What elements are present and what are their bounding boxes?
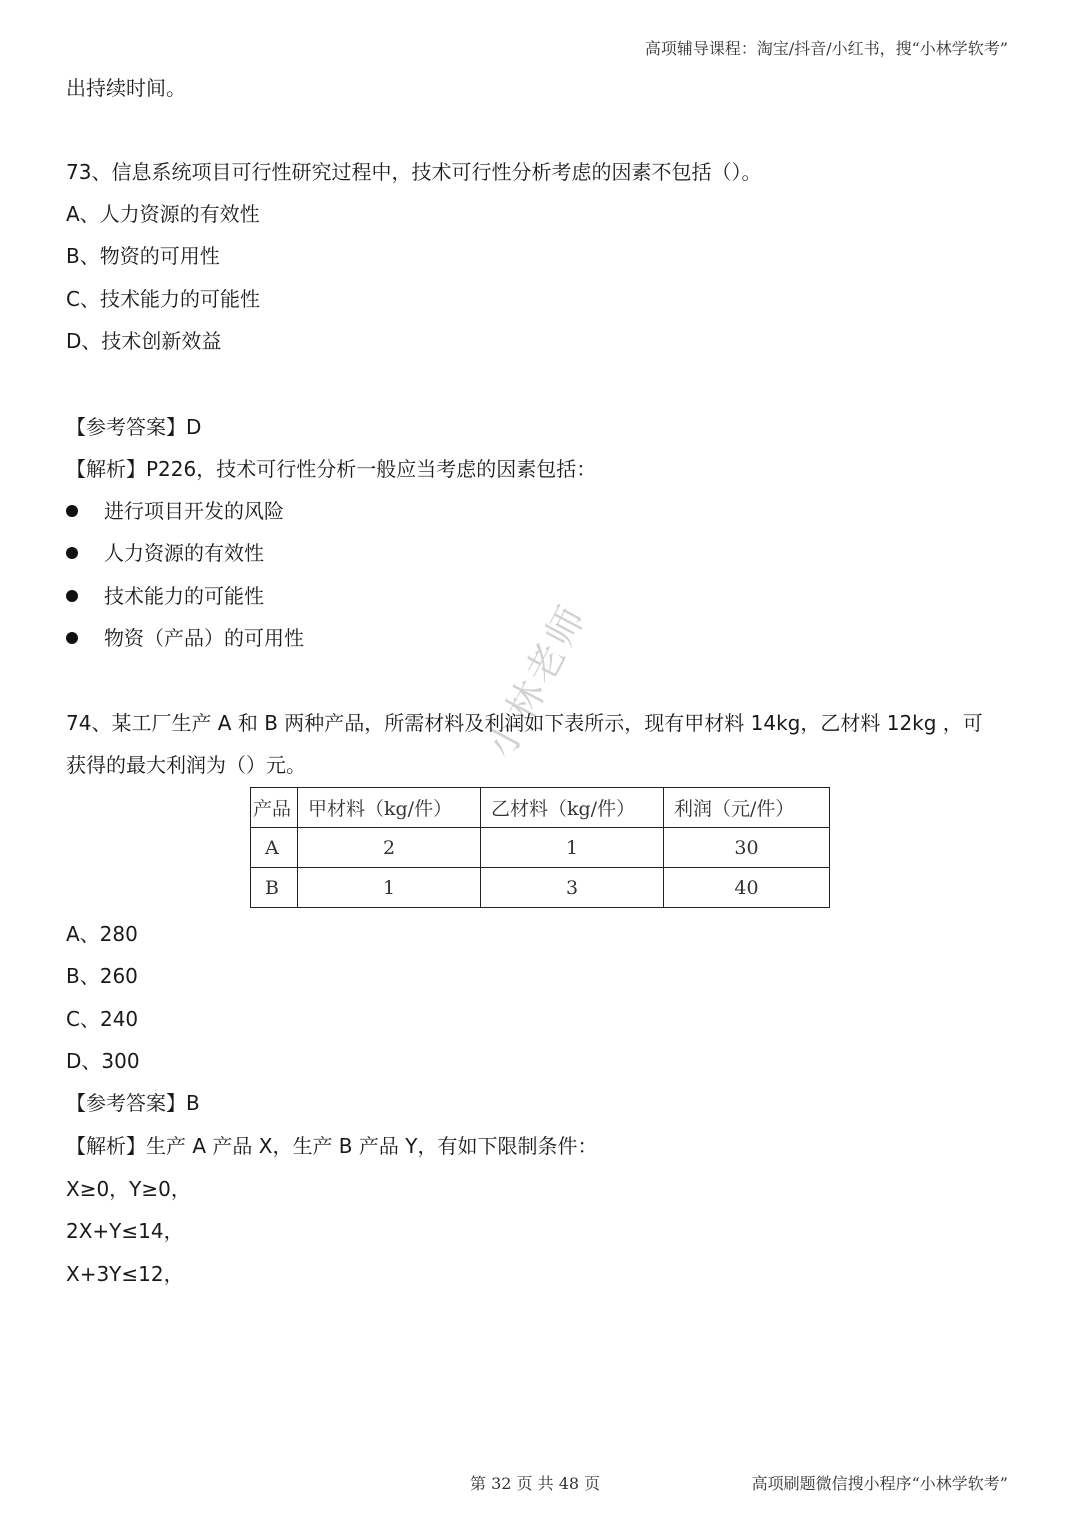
bullet-item	[66, 497, 284, 525]
table-row	[251, 828, 830, 868]
question-73-answer: 【参考答案】D	[66, 415, 202, 439]
table-header-cell: 甲材料（kg/件）	[298, 788, 481, 828]
bullet-text: 物资（产品）的可用性	[104, 626, 304, 650]
bullet-text: 人力资源的有效性	[104, 541, 264, 565]
question-73-option-a: A、人力资源的有效性	[66, 202, 260, 226]
question-74-option-b: B、260	[66, 964, 138, 988]
table-header-cell: 产品	[251, 788, 298, 828]
question-73-analysis: 【解析】P226，技术可行性分析一般应当考虑的因素包括：	[66, 457, 597, 481]
table-cell: 40	[664, 868, 830, 908]
constraint-2: 2X+Y≤14，	[66, 1219, 184, 1243]
footer-note: 高项刷题微信搜小程序“小林学软考”	[751, 1474, 1008, 1493]
question-74-answer: 【参考答案】B	[66, 1091, 200, 1115]
question-74-option-a: A、280	[66, 922, 138, 946]
question-74-stem-line1: 74、某工厂生产 A 和 B 两种产品，所需材料及利润如下表所示，现有甲材料 14kg，乙材料 12kg ，可	[66, 711, 983, 735]
bullet-dot-icon	[66, 632, 78, 644]
table-cell: A	[251, 828, 298, 868]
bullet-item	[66, 539, 264, 567]
question-74-option-d: D、300	[66, 1049, 140, 1073]
question-73-stem: 73、信息系统项目可行性研究过程中，技术可行性分析考虑的因素不包括（）。	[66, 160, 762, 184]
question-73-option-b: B、物资的可用性	[66, 244, 220, 268]
question-74-analysis: 【解析】生产 A 产品 X，生产 B 产品 Y，有如下限制条件：	[66, 1134, 598, 1158]
table-cell: B	[251, 868, 298, 908]
bullet-dot-icon	[66, 590, 78, 602]
table-cell: 30	[664, 828, 830, 868]
table-header-cell: 乙材料（kg/件）	[481, 788, 664, 828]
question-74-option-c: C、240	[66, 1007, 139, 1031]
constraint-1: X≥0，Y≥0，	[66, 1177, 191, 1201]
question-73-option-c: C、技术能力的可能性	[66, 287, 260, 311]
bullet-text: 技术能力的可能性	[104, 584, 264, 608]
constraint-3: X+3Y≤12，	[66, 1262, 184, 1286]
table-cell: 2	[298, 828, 481, 868]
bullet-item	[66, 582, 264, 610]
bullet-item	[66, 624, 304, 652]
table-cell: 1	[481, 828, 664, 868]
page-number: 第 32 页 共 48 页	[470, 1474, 601, 1493]
bullet-text: 进行项目开发的风险	[104, 499, 284, 523]
bullet-dot-icon	[66, 547, 78, 559]
table-header-row	[251, 788, 830, 828]
table-row	[251, 868, 830, 908]
watermark: 小林老师	[477, 595, 596, 765]
question-73-option-d: D、技术创新效益	[66, 329, 222, 353]
header-note: 高项辅导课程：淘宝/抖音/小红书，搜“小林学软考”	[644, 39, 1008, 58]
table-header-cell: 利润（元/件）	[664, 788, 830, 828]
table-cell: 1	[298, 868, 481, 908]
materials-profit-table	[250, 787, 830, 908]
table-cell: 3	[481, 868, 664, 908]
bullet-dot-icon	[66, 505, 78, 517]
question-74-stem-line2: 获得的最大利润为（）元。	[66, 753, 306, 777]
carryover-text: 出持续时间。	[66, 76, 186, 100]
